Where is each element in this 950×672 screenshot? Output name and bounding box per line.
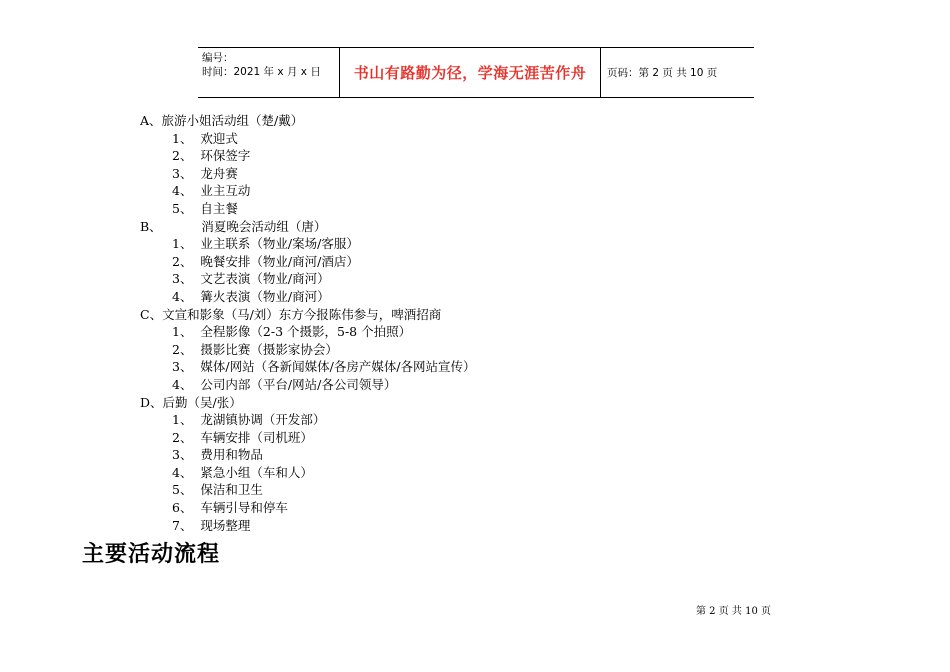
- list-item: 3、 费用和物品: [172, 447, 263, 463]
- header-motto: 书山有路勤为径，学海无涯苦作舟: [339, 48, 601, 97]
- list-item: 2、 晚餐安排（物业/商河/酒店）: [172, 253, 359, 269]
- number-label: 编号：: [202, 52, 234, 64]
- page-header: [198, 47, 754, 98]
- section-heading: C、文宣和影象（马/刘）东方今报陈伟参与，啤酒招商: [140, 306, 442, 322]
- list-item: 5、 保洁和卫生: [172, 482, 263, 498]
- header-page-label: 页码：第 2 页 共 10 页: [607, 67, 718, 79]
- header-meta: [198, 48, 339, 97]
- list-item: 7、 现场整理: [172, 517, 251, 533]
- list-item: 4、 公司内部（平台/网站/各公司领导）: [172, 376, 397, 392]
- list-item: 5、 自主餐: [172, 200, 238, 216]
- list-item: 3、 媒体/网站（各新闻媒体/各房产媒体/各网站宣传）: [172, 359, 476, 375]
- document-body: [140, 112, 476, 534]
- list-item: 1、 全程影像（2-3 个摄影，5-8 个拍照）: [172, 324, 412, 340]
- list-item: 6、 车辆引导和停车: [172, 500, 288, 516]
- list-item: 4、 篝火表演（物业/商河）: [172, 288, 330, 304]
- list-item: 2、 车辆安排（司机班）: [172, 429, 313, 445]
- list-item: 4、 紧急小组（车和人）: [172, 464, 313, 480]
- section-title: 主要活动流程: [82, 541, 221, 567]
- list-item: 1、 业主联系（物业/案场/客服）: [172, 236, 359, 252]
- list-item: 3、 龙舟赛: [172, 165, 238, 181]
- section-heading: B、 消夏晚会活动组（唐）: [140, 218, 327, 234]
- list-item: 2、 摄影比赛（摄影家协会）: [172, 341, 338, 357]
- list-item: 4、 业主互动: [172, 183, 251, 199]
- section-heading: A、旅游小姐活动组（楚/戴）: [140, 113, 304, 128]
- section-heading: D、后勤（吴/张）: [140, 394, 242, 410]
- list-item: 1、 龙湖镇协调（开发部）: [172, 412, 326, 428]
- time-label: 时间：2021 年 x 月 x 日: [202, 66, 321, 78]
- page-footer: 第 2 页 共 10 页: [696, 606, 771, 617]
- list-item: 2、 环保签字: [172, 148, 251, 164]
- list-item: 1、 欢迎式: [172, 130, 238, 146]
- list-item: 3、 文艺表演（物业/商河）: [172, 271, 330, 287]
